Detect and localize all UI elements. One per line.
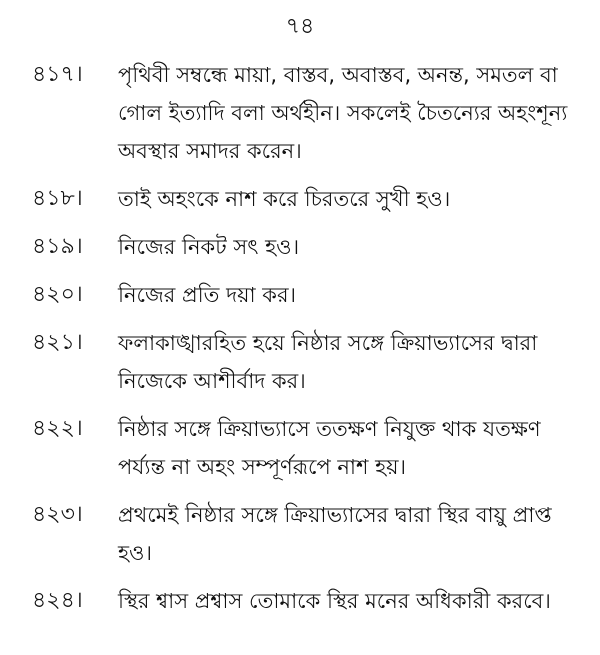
aphorism-421 <box>0 324 600 400</box>
aphorism-text: পৃথিবী সম্বন্ধে মায়া, বাস্তব, অবাস্তব, অনন্ত, সমতল বা গোল ইত্যাদি বলা অর্থহীন। সকলেই চৈতন্যের অহংশূন্য অবস্থার সমাদর করেন। <box>118 63 568 163</box>
aphorism-number: ৪২৩। <box>32 502 83 527</box>
aphorism-number: ৪২১। <box>32 330 83 355</box>
aphorism-number: ৪২৪। <box>32 588 83 613</box>
aphorism-text: তাই অহংকে নাশ করে চিরতরে সুখী হও। <box>118 187 451 211</box>
aphorism-418 <box>0 180 600 218</box>
aphorism-420 <box>0 276 600 314</box>
aphorism-text: নিজের প্রতি দয়া কর। <box>118 283 297 307</box>
aphorism-text: নিজের নিকট সৎ হও। <box>118 235 300 259</box>
aphorism-text: ফলাকাঙ্খারহিত হয়ে নিষ্ঠার সঙ্গে ক্রিয়াভ্যাসের দ্বারা নিজেকে আশীর্বাদ কর। <box>118 331 538 393</box>
aphorism-list <box>0 56 600 630</box>
aphorism-423 <box>0 496 600 572</box>
aphorism-number: ৪১৭। <box>32 62 83 87</box>
aphorism-422 <box>0 410 600 486</box>
aphorism-number: ৪১৮। <box>32 186 83 211</box>
aphorism-number: ৪১৯। <box>32 234 83 259</box>
aphorism-424 <box>0 582 600 620</box>
aphorism-text: নিষ্ঠার সঙ্গে ক্রিয়াভ্যাসে ততক্ষণ নিযুক্ত থাক যতক্ষণ পর্য্যন্ত না অহং সম্পূর্ণরূপে নাশ হয়। <box>118 417 541 479</box>
aphorism-number: ৪২০। <box>32 282 83 307</box>
page-number: ৭৪ <box>285 14 315 39</box>
aphorism-text: স্থির শ্বাস প্রশ্বাস তোমাকে স্থির মনের অধিকারী করবে। <box>118 589 551 613</box>
aphorism-419 <box>0 228 600 266</box>
aphorism-number: ৪২২। <box>32 416 83 441</box>
aphorism-text: প্রথমেই নিষ্ঠার সঙ্গে ক্রিয়াভ্যাসের দ্বারা স্থির বায়ু প্রাপ্ত হও। <box>118 503 552 565</box>
aphorism-417 <box>0 56 600 170</box>
